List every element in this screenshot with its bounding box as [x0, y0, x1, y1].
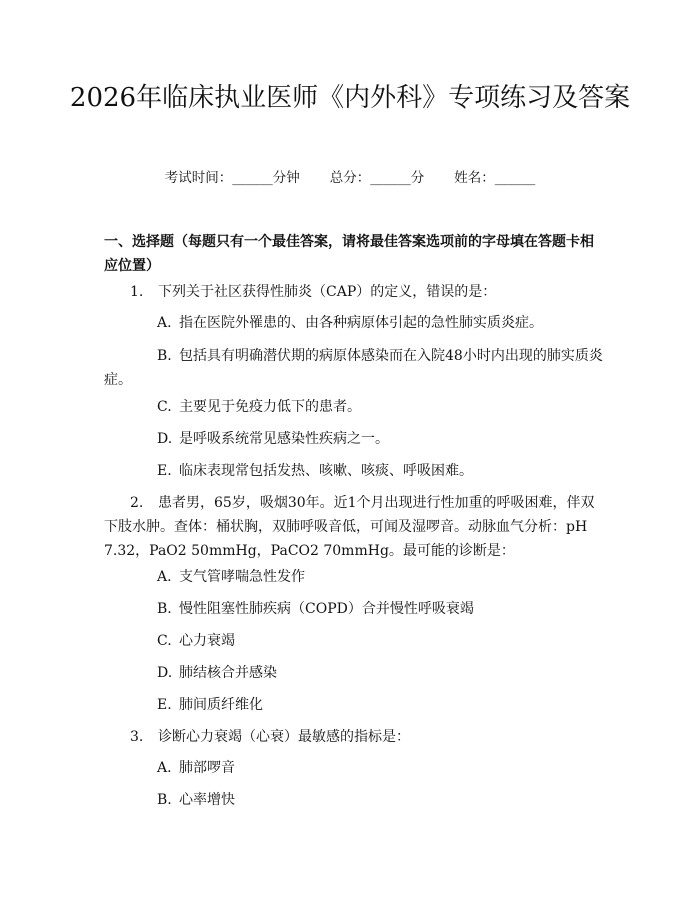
option-text: 心力衰竭 — [179, 633, 235, 649]
option-letter: B. — [157, 792, 172, 808]
question-number: 1. — [130, 284, 144, 300]
option-letter: A. — [157, 315, 172, 331]
option-text: 慢性阻塞性肺疾病（COPD）合并慢性呼吸衰竭 — [179, 601, 474, 617]
option-text: 指在医院外罹患的、由各种病原体引起的急性肺实质炎症。 — [179, 315, 543, 331]
time-blank: ______ — [232, 170, 273, 186]
option-text: 临床表现常包括发热、咳嗽、咳痰、呼吸困难。 — [179, 463, 473, 479]
option-letter: B. — [157, 348, 172, 364]
score-unit: 分 — [410, 170, 425, 186]
option-text: 支气管哮喘急性发作 — [179, 569, 305, 585]
option-text: 肺结核合并感染 — [179, 665, 277, 681]
option-1a — [157, 311, 607, 335]
option-text: 是呼吸系统常见感染性疾病之一。 — [179, 431, 389, 447]
question-text: 下列关于社区获得性肺炎（CAP）的定义，错误的是： — [158, 284, 497, 300]
question-number: 2. — [130, 495, 144, 511]
option-1e — [157, 459, 607, 483]
exam-info-line — [0, 168, 700, 188]
option-1d — [157, 427, 607, 451]
option-text: 心率增快 — [179, 792, 235, 808]
question-number: 3. — [130, 729, 144, 745]
section-heading: 一、选择题（每题只有一个最佳答案，请将最佳答案选项前的字母填在答题卡相应位置） — [104, 234, 594, 274]
option-text: 主要见于免疫力低下的患者。 — [179, 399, 361, 415]
question-text: 诊断心力衰竭（心衰）最敏感的指标是： — [158, 729, 410, 745]
question-2 — [104, 491, 608, 563]
name-label: 姓名： — [454, 170, 495, 186]
option-2d — [157, 661, 607, 685]
option-letter: B. — [157, 601, 172, 617]
document-title: 2026年临床执业医师《内外科》专项练习及答案 — [69, 83, 631, 113]
name-blank: ______ — [494, 170, 536, 186]
option-letter: C. — [157, 399, 172, 415]
option-letter: A. — [157, 569, 172, 585]
time-unit: 分钟 — [272, 170, 300, 186]
option-text: 包括具有明确潜伏期的病原体感染而在入院48小时内出现的肺实质炎症。 — [104, 348, 603, 388]
option-letter: C. — [157, 633, 172, 649]
option-2b — [157, 597, 607, 621]
option-2e — [157, 693, 607, 717]
time-label: 考试时间： — [164, 170, 233, 186]
option-3b — [157, 788, 607, 812]
option-letter: D. — [157, 431, 173, 447]
option-1c — [157, 395, 607, 419]
option-2a — [157, 565, 607, 589]
option-2c — [157, 629, 607, 653]
option-letter: E. — [157, 697, 172, 713]
option-letter: E. — [157, 463, 172, 479]
question-3 — [104, 725, 604, 749]
option-letter: A. — [157, 760, 172, 776]
option-text: 肺部啰音 — [179, 760, 235, 776]
score-blank: ______ — [370, 170, 411, 186]
option-3a — [157, 756, 607, 780]
option-text: 肺间质纤维化 — [179, 697, 263, 713]
question-text: 患者男，65岁，吸烟30年。近1个月出现进行性加重的呼吸困难，伴双下肢水肿。查体：桶状胸，双肺呼吸音低，可闻及湿啰音。动脉血气分析：pH 7.32，PaO2 50mmHg，PaCO2 70mmHg。最可能的诊断是： — [104, 495, 595, 559]
option-letter: D. — [157, 665, 173, 681]
question-1 — [104, 280, 604, 304]
option-1b — [104, 344, 608, 392]
score-label: 总分： — [329, 170, 371, 186]
